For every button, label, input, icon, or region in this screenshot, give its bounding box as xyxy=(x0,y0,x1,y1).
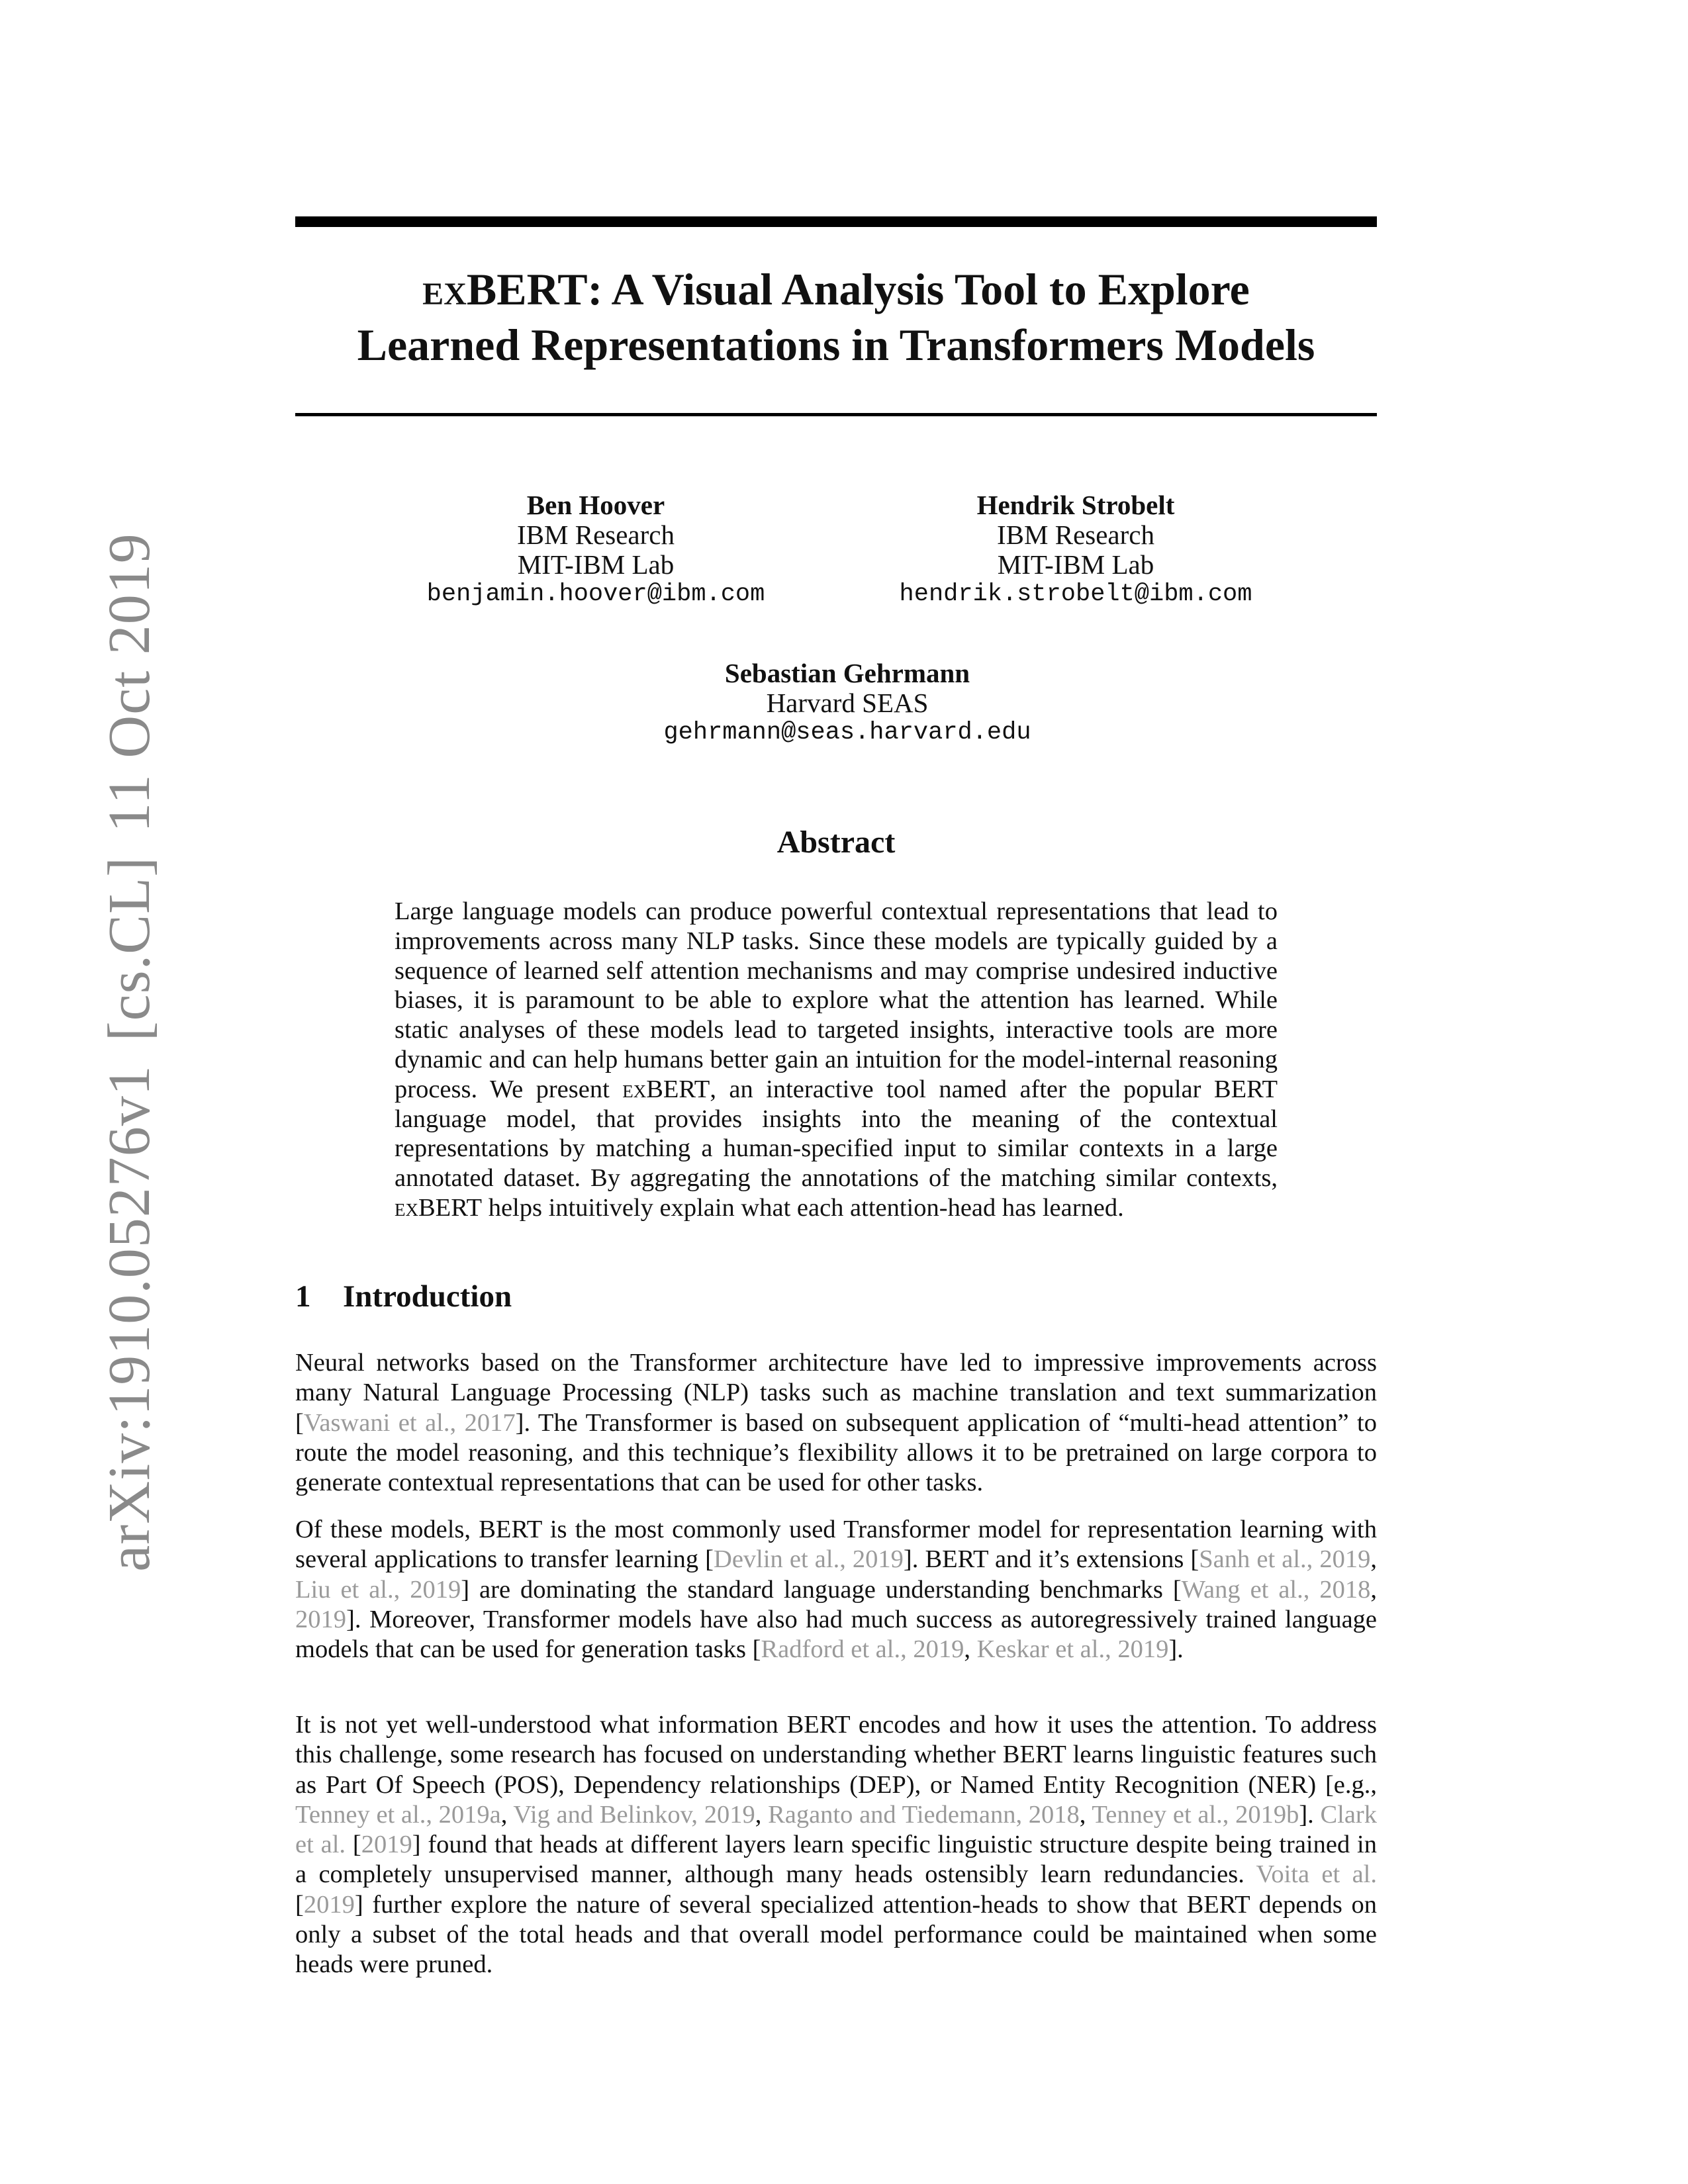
citation-link[interactable]: 2019 xyxy=(295,1605,346,1633)
author-block xyxy=(384,490,808,610)
arxiv-date: 11 Oct 2019 xyxy=(96,533,162,833)
author-email[interactable]: hendrik.strobelt@ibm.com xyxy=(899,580,1252,608)
arxiv-sidebar-stamp xyxy=(93,533,165,1572)
citation-link[interactable]: Tenney et al., 2019b xyxy=(1092,1800,1299,1829)
citation-link[interactable]: Wang et al., 2018 xyxy=(1181,1575,1371,1604)
section-number: 1 xyxy=(295,1279,311,1314)
citation-link[interactable]: Devlin et al., 2019 xyxy=(714,1545,904,1574)
citation-link[interactable]: Vig and Belinkov, 2019 xyxy=(513,1800,755,1829)
citation-link[interactable]: Raganto and Tiedemann, 2018 xyxy=(768,1800,1080,1829)
author-affiliation: MIT-IBM Lab xyxy=(517,549,675,580)
intro-paragraph-3: It is not yet well-understood what information BERT encodes and how it uses the attention. To address this challenge, some research has focused on understanding whether BERT learns linguistic features such as Part Of Speech (POS), Dependency relationships (DEP), or Named Entity Recognition (NER) [e.g., Tenney et al., 2019a, Vig and Belinkov, 2019, Raganto and Tiedemann, 2018, Tenney et al., 2019b]. Clark et al. [2019] found that heads at different layers learn specific linguistic structure despite being trained in a completely unsupervised manner, although many heads ostensibly learn redundancies. Voita et al. [2019] further explore the nature of several specialized attention-heads to show that BERT depends on only a subset of the total heads and that overall model performance could be maintained when some heads were pruned. xyxy=(295,1711,1378,1979)
title-top-rule xyxy=(295,216,1377,227)
author-affiliation: IBM Research xyxy=(517,520,675,550)
title-line1-rest: : A Visual Analysis Tool to Explore xyxy=(587,264,1250,314)
author-block xyxy=(596,659,1099,748)
intro-paragraph-1: Neural networks based on the Transformer architecture have led to impressive improvements across many Natural Language Processing (NLP) tasks such as machine translation and text summarization [Vaswani et al., 2017]. The Transformer is based on subsequent application of “multi-head attention” to route the model reasoning, and this technique’s flexibility allows it to be pretrained on large corpora to generate contextual representations that can be used for other tasks. xyxy=(295,1349,1377,1497)
citation-link[interactable]: Vaswani et al., 2017 xyxy=(303,1408,516,1437)
author-email[interactable]: benjamin.hoover@ibm.com xyxy=(426,580,765,608)
arxiv-id: arXiv:1910.05276v1 xyxy=(96,1065,162,1572)
author-email[interactable]: gehrmann@seas.harvard.edu xyxy=(663,719,1031,747)
author-affiliation: IBM Research xyxy=(997,520,1154,550)
title-tool-name: exBERT xyxy=(422,264,588,314)
section-heading xyxy=(295,1279,512,1314)
citation-link[interactable]: Clark et al. xyxy=(295,1800,1378,1859)
intro-paragraph-2: Of these models, BERT is the most commonly used Transformer model for representation learning with several applications to transfer learning [Devlin et al., 2019]. BERT and it’s extensions [Sanh et al., 2019, Liu et al., 2019] are dominating the standard language understanding benchmarks [Wang et al., 2018, 2019]. Moreover, Transformer models have also had much success as autoregressively trained language models that can be used for generation tasks [Radford et al., 2019, Keskar et al., 2019]. xyxy=(295,1516,1377,1664)
title-bottom-rule xyxy=(295,413,1377,416)
tool-name: exBERT xyxy=(622,1075,710,1103)
author-block xyxy=(864,490,1288,610)
citation-link[interactable]: Keskar et al., 2019 xyxy=(976,1635,1169,1664)
citation-link[interactable]: 2019 xyxy=(361,1831,412,1859)
citation-link[interactable]: 2019 xyxy=(303,1890,355,1919)
title-line2: Learned Representations in Transformers Models xyxy=(357,320,1315,370)
citation-link[interactable]: Radford et al., 2019 xyxy=(761,1635,964,1664)
author-affiliation: MIT-IBM Lab xyxy=(997,549,1154,580)
abstract-heading: Abstract xyxy=(776,825,896,860)
tool-name: exBERT xyxy=(395,1193,483,1222)
arxiv-category: [cs.CL] xyxy=(96,856,162,1042)
citation-link[interactable]: Liu et al., 2019 xyxy=(295,1575,461,1604)
author-affiliation: Harvard SEAS xyxy=(766,688,929,718)
author-name: Ben Hoover xyxy=(526,490,665,520)
citation-link[interactable]: Tenney et al., 2019a xyxy=(295,1800,501,1829)
author-name: Hendrik Strobelt xyxy=(976,490,1175,520)
citation-link[interactable]: Sanh et al., 2019 xyxy=(1199,1545,1371,1574)
citation-link[interactable]: Voita et al. xyxy=(1256,1860,1377,1889)
author-name: Sebastian Gehrmann xyxy=(724,658,970,688)
abstract-text: Large language models can produce powerful contextual representations that lead to improvements across many NLP tasks. Since these models are typically guided by a sequence of learned self attention mechanisms and may comprise undesired inductive biases, it is paramount to be able to explore what the attention has learned. While static analyses of these models lead to targeted insights, interactive tools are more dynamic and can help humans better gain an intuition for the model-internal reasoning process. We present exBERT, an interactive tool named after the popular BERT language model, that provides insights into the meaning of the contextual representations by matching a human-specified input to similar contexts in a large annotated dataset. By aggregating the annotations of the matching similar contexts, exBERT helps intuitively explain what each attention-head has learned. xyxy=(395,897,1278,1222)
section-title: Introduction xyxy=(343,1279,512,1314)
paper-title xyxy=(295,261,1377,373)
